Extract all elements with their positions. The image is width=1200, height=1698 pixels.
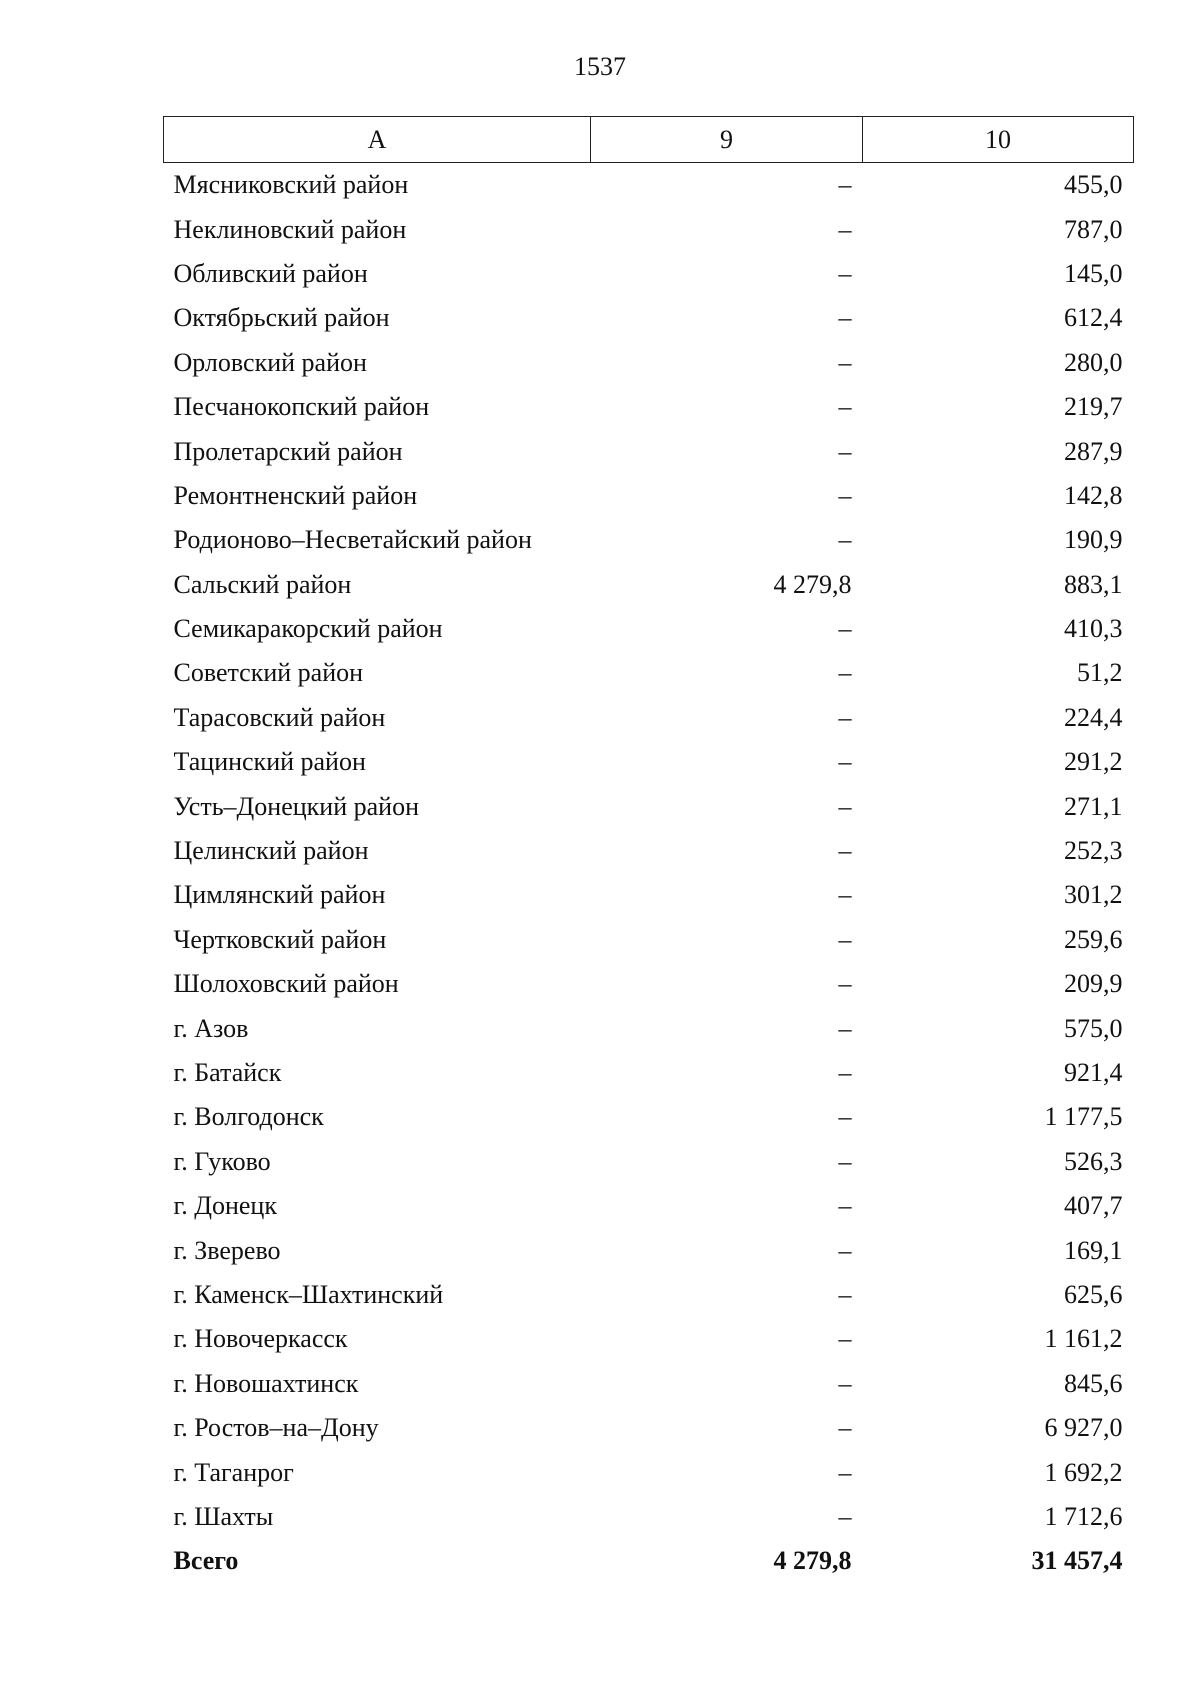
table-row: [164, 1495, 1134, 1539]
table-row: [164, 1140, 1134, 1184]
row-col10-cell: 280,0: [1064, 347, 1123, 377]
row-col10-cell: 6 927,0: [1044, 1413, 1123, 1443]
table-row: [164, 1006, 1134, 1050]
table-row: [164, 784, 1134, 828]
row-name-cell: Советский район: [173, 658, 364, 688]
table-row: [164, 429, 1134, 473]
total-col10-cell: 31 457,4: [1031, 1546, 1123, 1576]
row-name-cell: Мясниковский район: [173, 170, 409, 200]
table-row: [164, 296, 1134, 340]
row-col9-cell: –: [838, 1413, 852, 1443]
row-name-cell: г. Зверево: [173, 1235, 281, 1265]
row-col10-cell: 252,3: [1064, 836, 1123, 866]
row-col10-cell: 845,6: [1064, 1368, 1123, 1398]
total-name-cell: Всего: [173, 1546, 239, 1576]
row-col9-cell: –: [838, 1457, 852, 1487]
row-name-cell: Неклиновский район: [173, 214, 407, 244]
table-row: [164, 962, 1134, 1006]
row-col9-cell: –: [838, 791, 852, 821]
row-col9-cell: –: [838, 1279, 852, 1309]
row-name-cell: г. Волгодонск: [173, 1102, 324, 1132]
row-col9-cell: –: [838, 1324, 852, 1354]
row-name-cell: г. Гуково: [173, 1146, 271, 1176]
row-col10-cell: 921,4: [1064, 1058, 1123, 1087]
row-name-cell: Семикаракорский район: [173, 614, 443, 644]
row-col9-cell: –: [838, 214, 852, 244]
row-col10-cell: 883,1: [1064, 569, 1123, 599]
row-name-cell: Обливский район: [173, 258, 368, 288]
table-row: [164, 1362, 1134, 1406]
row-col10-cell: 1 177,5: [1044, 1102, 1123, 1132]
row-col10-cell: 1 692,2: [1044, 1457, 1123, 1487]
row-name-cell: Тацинский район: [173, 747, 366, 777]
row-name-cell: г. Шахты: [173, 1501, 274, 1531]
row-name-cell: Шолоховский район: [173, 969, 399, 999]
row-name-cell: Цимлянский район: [173, 880, 386, 910]
row-col9-cell: –: [838, 1146, 852, 1176]
row-name-cell: г. Донецк: [173, 1191, 277, 1221]
total-col9-cell: 4 279,8: [773, 1546, 852, 1576]
header-row: [164, 117, 1134, 163]
table-row: [164, 385, 1134, 429]
row-col9-cell: –: [838, 480, 852, 510]
row-col9-cell: 4 279,8: [773, 569, 852, 599]
row-name-cell: Родионово–Несветайский район: [173, 525, 532, 555]
row-col9-cell: –: [838, 1501, 852, 1531]
row-col10-cell: 787,0: [1064, 214, 1123, 244]
row-col10-cell: 224,4: [1064, 702, 1123, 732]
table-row: [164, 1450, 1134, 1494]
row-col10-cell: 407,7: [1064, 1191, 1123, 1221]
data-table: [163, 116, 1134, 1584]
table-row: [164, 207, 1134, 251]
table-row: [164, 1228, 1134, 1272]
row-col9-cell: –: [838, 880, 852, 910]
row-col10-cell: 142,8: [1064, 480, 1123, 510]
total-row: [164, 1539, 1134, 1583]
row-col10-cell: 410,3: [1064, 614, 1123, 644]
row-col10-cell: 575,0: [1064, 1013, 1123, 1043]
row-name-cell: г. Таганрог: [173, 1457, 294, 1487]
row-col9-cell: –: [838, 347, 852, 377]
row-col10-cell: 455,0: [1064, 170, 1123, 200]
row-col10-cell: 625,6: [1064, 1279, 1123, 1309]
row-col10-cell: 1 712,6: [1044, 1501, 1123, 1531]
row-name-cell: Сальский район: [173, 569, 352, 599]
table-row: [164, 163, 1134, 208]
row-col10-cell: 219,7: [1064, 392, 1123, 422]
column-header-9: 9: [591, 117, 863, 163]
row-col9-cell: –: [838, 747, 852, 777]
row-col9-cell: –: [838, 525, 852, 555]
table-body: [164, 163, 1134, 1584]
table-row: [164, 252, 1134, 296]
row-col9-cell: –: [838, 1368, 852, 1398]
row-col10-cell: 209,9: [1064, 969, 1123, 999]
row-col9-cell: –: [838, 1191, 852, 1221]
row-col9-cell: –: [838, 1235, 852, 1265]
row-col9-cell: –: [838, 392, 852, 422]
row-col10-cell: 271,1: [1064, 791, 1123, 821]
row-name-cell: г. Батайск: [173, 1058, 282, 1087]
table-row: [164, 1184, 1134, 1228]
row-name-cell: Песчанокопский район: [173, 392, 430, 422]
row-col9-cell: –: [838, 258, 852, 288]
row-col10-cell: 51,2: [1077, 658, 1123, 688]
column-header-10: 10: [863, 117, 1134, 163]
table-row: [164, 1051, 1134, 1095]
table-row: [164, 1095, 1134, 1139]
table-row: [164, 696, 1134, 740]
row-name-cell: Тарасовский район: [173, 702, 386, 732]
row-name-cell: Октябрьский район: [173, 303, 390, 333]
table-row: [164, 873, 1134, 917]
row-col10-cell: 526,3: [1064, 1146, 1123, 1176]
row-col9-cell: –: [838, 303, 852, 333]
table-row: [164, 474, 1134, 518]
column-header-a: А: [164, 117, 591, 163]
table-row: [164, 563, 1134, 607]
row-col9-cell: –: [838, 436, 852, 466]
row-col10-cell: 190,9: [1064, 525, 1123, 555]
page-number: 1537: [574, 52, 626, 81]
row-col10-cell: 1 161,2: [1044, 1324, 1123, 1354]
table-row: [164, 341, 1134, 385]
row-col9-cell: –: [838, 702, 852, 732]
table-row: [164, 918, 1134, 962]
table-row: [164, 1317, 1134, 1361]
row-col9-cell: –: [838, 836, 852, 866]
row-name-cell: Усть–Донецкий район: [173, 791, 419, 821]
row-col9-cell: –: [838, 170, 852, 200]
row-name-cell: Целинский район: [173, 836, 369, 866]
row-name-cell: Чертковский район: [173, 924, 387, 954]
row-col10-cell: 612,4: [1064, 303, 1123, 333]
table-header: [164, 117, 1134, 163]
row-col9-cell: –: [838, 1102, 852, 1132]
row-col9-cell: –: [838, 969, 852, 999]
row-col10-cell: 145,0: [1064, 258, 1123, 288]
table-row: [164, 1406, 1134, 1450]
row-name-cell: Орловский район: [173, 347, 367, 377]
table-row: [164, 607, 1134, 651]
row-col10-cell: 169,1: [1064, 1235, 1123, 1265]
row-col9-cell: –: [838, 614, 852, 644]
row-name-cell: г. Новошахтинск: [173, 1368, 359, 1398]
row-col9-cell: –: [838, 1058, 852, 1087]
row-name-cell: г. Каменск–Шахтинский: [173, 1279, 444, 1309]
table-row: [164, 651, 1134, 695]
row-col9-cell: –: [838, 658, 852, 688]
row-col10-cell: 291,2: [1064, 747, 1123, 777]
row-col9-cell: –: [838, 1013, 852, 1043]
row-name-cell: г. Азов: [173, 1013, 249, 1043]
row-name-cell: Пролетарский район: [173, 436, 403, 466]
row-name-cell: Ремонтненский район: [173, 480, 418, 510]
table-row: [164, 829, 1134, 873]
row-col10-cell: 287,9: [1064, 436, 1123, 466]
row-name-cell: г. Ростов–на–Дону: [173, 1413, 379, 1443]
table-row: [164, 1273, 1134, 1317]
row-name-cell: г. Новочеркасск: [173, 1324, 348, 1354]
table-row: [164, 518, 1134, 562]
table-row: [164, 740, 1134, 784]
row-col9-cell: –: [838, 924, 852, 954]
row-col10-cell: 301,2: [1064, 880, 1123, 910]
row-col10-cell: 259,6: [1064, 924, 1123, 954]
